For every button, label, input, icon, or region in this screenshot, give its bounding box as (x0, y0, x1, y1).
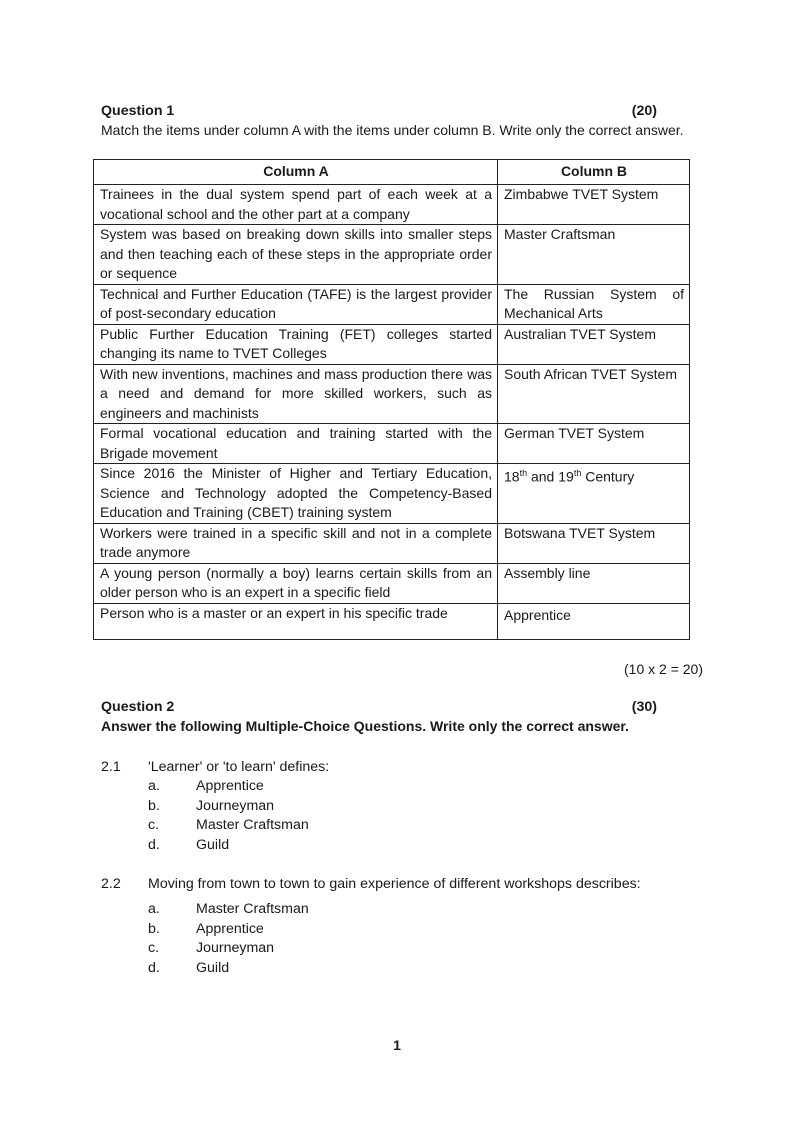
option-text: Guild (196, 959, 230, 976)
column-a-cell: With new inventions, machines and mass production there was a need and demand for more skilled workers, such as engineers and machinists (94, 364, 498, 424)
option-text: Apprentice (196, 920, 264, 937)
column-b-cell (498, 464, 690, 524)
column-b-cell: Assembly line (498, 563, 690, 603)
mcq-option (148, 900, 721, 920)
column-b-cell: Zimbabwe TVET System (498, 185, 690, 225)
question-1-heading (101, 102, 657, 121)
table-row (94, 324, 690, 364)
column-a-cell: Workers were trained in a specific skill and not in a complete trade anymore (94, 523, 498, 563)
question-1-marks: (20) (631, 103, 657, 119)
option-text: Journeyman (196, 940, 275, 957)
option-letter: a. (148, 778, 160, 794)
mcq-stem (101, 874, 721, 894)
column-b-cell: Apprentice (498, 603, 690, 639)
mcq-option (148, 959, 721, 979)
option-letter: c. (148, 940, 160, 957)
table-row (94, 464, 690, 524)
mcq-option (148, 939, 721, 959)
page-number: 1 (393, 1037, 401, 1053)
mcq-number: 2.2 (101, 876, 121, 892)
mcq-question: Moving from town to town to gain experience of different workshops describes: (148, 876, 641, 892)
table-row (94, 523, 690, 563)
option-text: Master Craftsman (196, 817, 309, 834)
mcq-option (148, 797, 721, 817)
mcq-item (101, 757, 721, 855)
mcq-item (101, 874, 721, 978)
option-letter: b. (148, 920, 160, 937)
question-2-marks: (30) (631, 699, 657, 715)
option-text: Apprentice (196, 778, 264, 794)
ordinal-suffix-2: th (573, 468, 582, 478)
question-2-title: Question 2 (101, 699, 175, 715)
question-1-total: (10 x 2 = 20) (624, 661, 703, 677)
column-b-cell: German TVET System (498, 424, 690, 464)
column-a-cell: Trainees in the dual system spend part of each week at a vocational school and the other part at a company (94, 185, 498, 225)
table-row (94, 424, 690, 464)
mcq-number: 2.1 (101, 759, 121, 775)
century-word: Century (581, 468, 635, 485)
century-number-1: 18 (504, 468, 520, 485)
column-b-cell: The Russian System of Mechanical Arts (498, 284, 690, 324)
option-text: Journeyman (196, 797, 275, 814)
mcq-option (148, 920, 721, 940)
column-a-cell: Public Further Education Training (FET) colleges started changing its name to TVET Colleges (94, 324, 498, 364)
matching-table (93, 159, 690, 640)
column-b-header: Column B (498, 160, 690, 185)
mcq-option (148, 816, 721, 836)
column-a-cell: Technical and Further Education (TAFE) is the largest provider of post-secondary education (94, 284, 498, 324)
column-b-cell: Master Craftsman (498, 225, 690, 285)
table-row (94, 563, 690, 603)
column-a-cell: Since 2016 the Minister of Higher and Tertiary Education, Science and Technology adopted the Competency-Based Education and Training (CBET) training system (94, 464, 498, 524)
question-2-instruction: Answer the following Multiple-Choice Questions. Write only the correct answer. (101, 718, 629, 734)
column-a-cell: Formal vocational education and training started with the Brigade movement (94, 424, 498, 464)
mcq-question: 'Learner' or 'to learn' defines: (148, 759, 330, 775)
option-letter: d. (148, 836, 160, 853)
table-row (94, 225, 690, 285)
mcq-stem (101, 757, 721, 777)
table-row (94, 603, 690, 639)
column-b-cell: Botswana TVET System (498, 523, 690, 563)
column-a-cell: Person who is a master or an expert in his specific trade (94, 603, 498, 639)
option-letter: b. (148, 797, 160, 814)
option-letter: a. (148, 901, 160, 917)
table-row (94, 185, 690, 225)
mcq-option (148, 836, 721, 856)
column-a-cell: System was based on breaking down skills into smaller steps and then teaching each of these steps in the appropriate order or sequence (94, 225, 498, 285)
mcq-options (148, 900, 721, 978)
mcq-option (148, 777, 721, 797)
table-row (94, 364, 690, 424)
column-a-cell: A young person (normally a boy) learns certain skills from an older person who is an expert in a specific field (94, 563, 498, 603)
option-letter: c. (148, 817, 160, 834)
question-1-instruction: Match the items under column A with the items under column B. Write only the correct answer. (101, 122, 684, 138)
table-row (94, 284, 690, 324)
mcq-options (148, 777, 721, 855)
ordinal-suffix-1: th (519, 468, 528, 478)
option-text: Master Craftsman (196, 901, 309, 917)
question-1-title: Question 1 (101, 103, 175, 119)
question-2-heading (101, 698, 657, 717)
column-b-cell: South African TVET System (498, 364, 690, 424)
table-header-row (94, 160, 690, 185)
option-letter: d. (148, 959, 160, 976)
column-a-header: Column A (94, 160, 498, 185)
century-connector: and 19 (527, 468, 574, 485)
column-b-cell: Australian TVET System (498, 324, 690, 364)
option-text: Guild (196, 836, 230, 853)
